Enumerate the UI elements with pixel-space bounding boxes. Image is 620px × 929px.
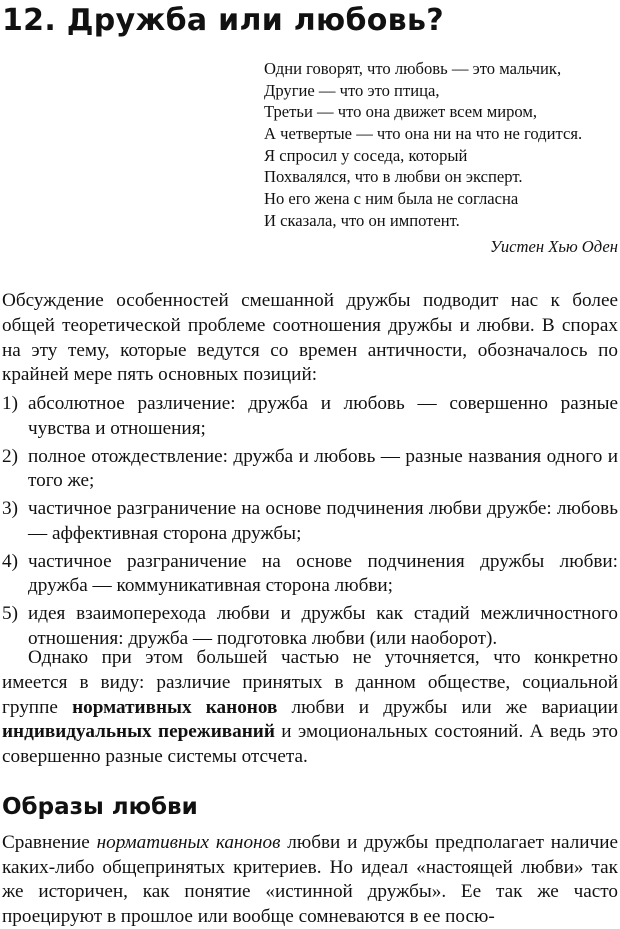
epigraph-line: А четвертые — что она ни на что не годится. xyxy=(264,124,583,144)
list-item xyxy=(0,445,620,494)
list-item-number: 3) xyxy=(2,498,18,520)
list-item-text: полное отождествление: дружба и любовь — разные названия одного и того же; xyxy=(28,445,618,492)
epigraph-line: Похвалялся, что в любви он эксперт. xyxy=(264,167,523,187)
epigraph-line: И сказала, что он импотент. xyxy=(264,210,460,230)
epigraph-line: Но его жена с ним была не согласна xyxy=(264,189,519,209)
epigraph-line: Я спросил у соседа, который xyxy=(264,145,468,165)
text-run: и эмоциональных состояний. А ведь это совершенно разные системы отсчета. xyxy=(2,721,618,768)
list-item-text: абсолютное различение: дружба и любовь — совершенно разные чувства и отношения; xyxy=(28,393,618,439)
list-item-number: 1) xyxy=(2,393,18,414)
list-item-number: 2) xyxy=(2,445,18,467)
list-item xyxy=(0,550,620,599)
list-item xyxy=(0,602,620,651)
epigraph-line: Другие — что это птица, xyxy=(264,80,440,100)
section-title: Образы любви xyxy=(2,794,198,820)
epigraph-author: Уистен Хью Оден xyxy=(489,236,618,256)
epigraph xyxy=(264,58,618,261)
text-run: Сравнение xyxy=(2,832,97,853)
text-run: любви и дружбы или же вариации xyxy=(277,696,619,718)
list-item-number: 4) xyxy=(2,550,18,572)
list-item-number: 5) xyxy=(2,603,18,625)
emphasis-individual-experiences: индивидуальных переживаний xyxy=(2,721,275,743)
text-run: любви и дружбы предполагает наличие каких-либо общепринятых критериев. Но идеал «настоящей любви» так же историчен, как понятие «истинной дружбы». Ее так же часто проецируют в прошлое или вообще сомневаются в ее посю- xyxy=(2,832,619,927)
canons-paragraph xyxy=(2,646,618,770)
italic-normative-canons: нормативных канонов xyxy=(96,832,281,853)
text-run: Однако при этом большей частью не уточняется, что конкретно имеется в виду: различие принятых в данном обществе, социальной группе xyxy=(2,647,618,718)
list-item-text: частичное разграничение на основе подчинения любви дружбе: любовь — аффективная сторона дружбы; xyxy=(28,498,618,544)
intro-paragraph: Обсуждение особенностей смешанной дружбы подводит нас к более общей теоретической проблеме соотношения дружбы и любви. В спорах на эту тему, которые ведутся со времен античности, обозначалось по крайней мере пять основных позиций: xyxy=(2,290,618,386)
images-of-love-paragraph xyxy=(2,831,618,929)
emphasis-normative-canons: нормативных канонов xyxy=(72,696,278,718)
list-item xyxy=(0,497,620,546)
list-item-text: частичное разграничение на основе подчинения дружбы любви: дружба — коммуникативная сторона любви; xyxy=(28,550,618,597)
chapter-title: 12. Дружба или любовь? xyxy=(2,3,444,38)
epigraph-line: Третьи — что она движет всем миром, xyxy=(264,102,538,122)
list-item xyxy=(0,392,620,441)
list-item-text: идея взаимоперехода любви и дружбы как стадий межличностного отношения: дружба — подготовка любви (или наоборот). xyxy=(28,603,618,649)
positions-list xyxy=(0,392,620,655)
epigraph-line: Одни говорят, что любовь — это мальчик, xyxy=(264,59,562,78)
